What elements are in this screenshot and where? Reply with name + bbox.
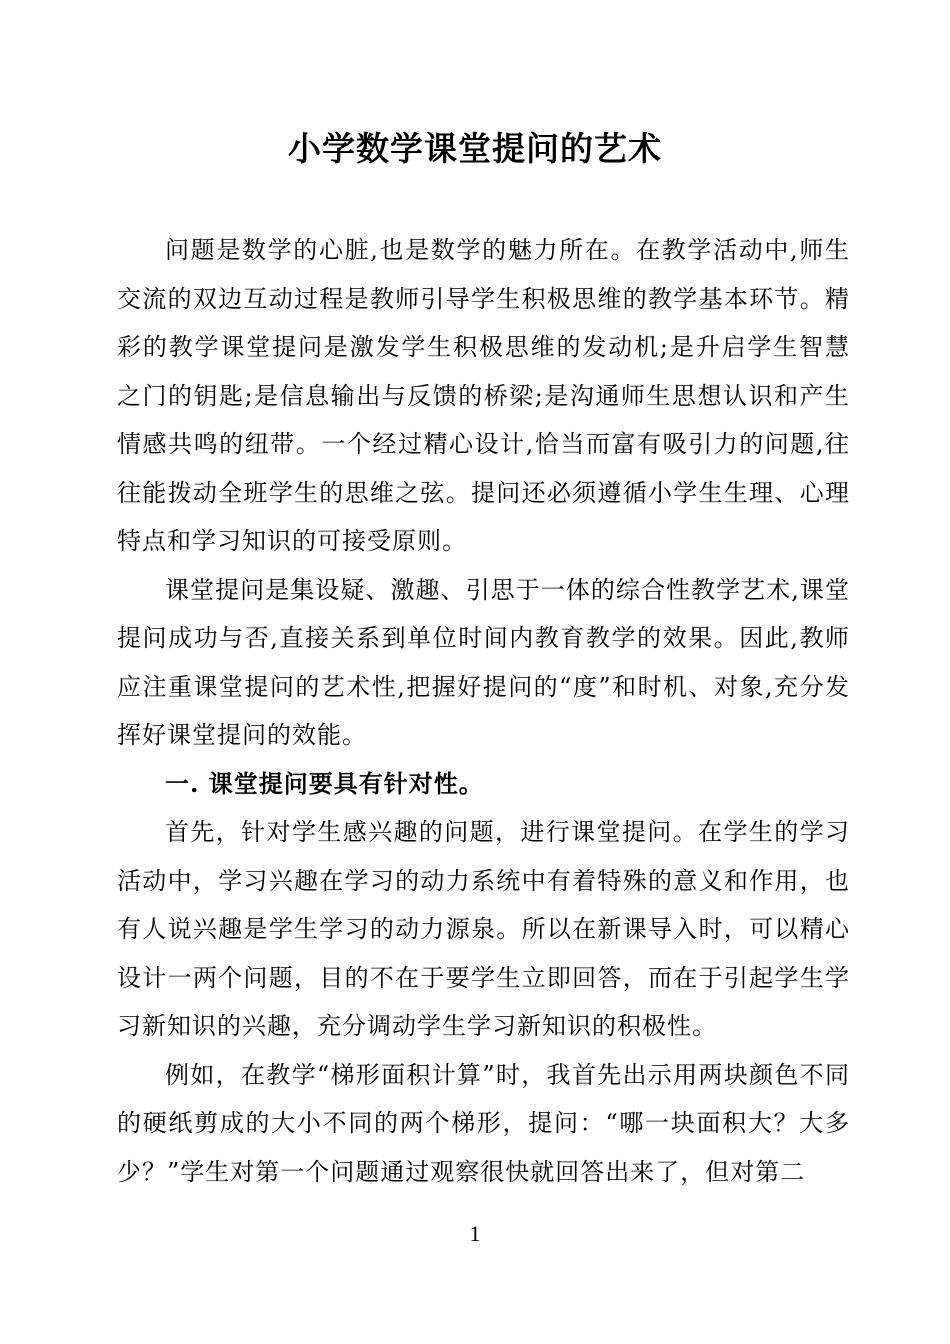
document-title: 小学数学课堂提问的艺术 — [288, 129, 662, 168]
intro-paragraph-2: 课堂提问是集设疑、激趣、引思于一体的综合性教学艺术,课堂提问成功与否,直接关系到单位时间内教育教学的效果。因此,教师应注重课堂提问的艺术性,把握好提问的“度”和时机、对象,充分发挥好课堂提问的效能。 — [117, 575, 850, 749]
section-heading: 一. 课堂提问要具有针对性。 — [165, 768, 484, 798]
section-paragraph-2: 例如，在教学“梯形面积计算”时，我首先出示用两块颜色不同的硬纸剪成的大小不同的两个梯形，提问：“哪一块面积大？大多少？”学生对第一个问题通过观察很快就回答出来了，但对第二 — [117, 1060, 850, 1186]
document-body — [117, 226, 850, 1196]
page-number: 1 — [469, 1221, 481, 1246]
intro-paragraph-1: 问题是数学的心脏,也是数学的魅力所在。在教学活动中,师生交流的双边互动过程是教师引导学生积极思维的教学基本环节。精彩的教学课堂提问是激发学生积极思维的发动机;是升启学生智慧之门的钥匙;是信息输出与反馈的桥梁;是沟通师生思想认识和产生情感共鸣的纽带。一个经过精心设计,恰当而富有吸引力的问题,往往能拨动全班学生的思维之弦。提问还必须遵循小学生生理、心理特点和学习知识的可接受原则。 — [117, 236, 850, 555]
section-paragraph-1: 首先，针对学生感兴趣的问题，进行课堂提问。在学生的学习活动中，学习兴趣在学习的动力系统中有着特殊的意义和作用，也有人说兴趣是学生学习的动力源泉。所以在新课导入时，可以精心设计一两个问题，目的不在于要学生立即回答，而在于引起学生学习新知识的兴趣，充分调动学生学习新知识的积极性。 — [117, 818, 850, 1040]
